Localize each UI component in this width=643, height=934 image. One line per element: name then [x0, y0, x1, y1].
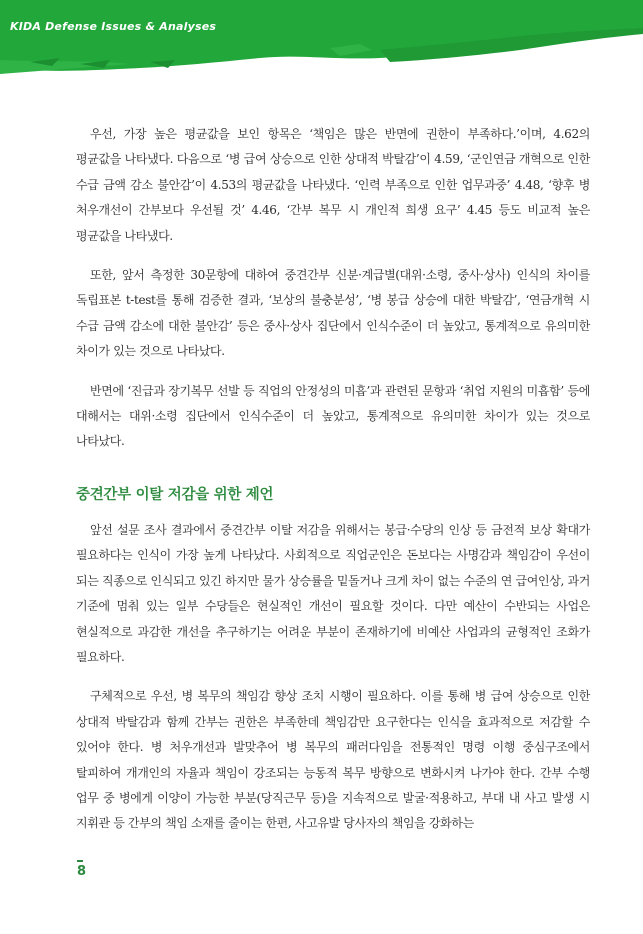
header-banner — [0, 0, 643, 80]
page-number: 8 — [77, 864, 87, 879]
section-paragraph-1: 앞선 설문 조사 결과에서 중견간부 이탈 저감을 위해서는 봉급·수당의 인상 등 금전적 보상 확대가 필요하다는 인식이 가장 높게 나타났다. 사회적으로 직업군인은 돈보다는 사명감과 책임감이 우선이 되는 직종으로 인식되고 있긴 하지만 물가 상승률을 밑돌거나 크게 차이 없는 수준의 연 급여인상, 과거 기준에 멈춰 있는 일부 수당들은 현실적인 개선이 필요할 것이다. 다만 예산이 수반되는 사업은 현실적으로 과감한 개선을 추구하기는 어려운 부분이 존재하기에 비예산 사업과의 균형적인 조화가 필요하다. — [76, 522, 590, 664]
body-paragraph-2: 또한, 앞서 측정한 30문항에 대하여 중견간부 신분·계급별(대위·소령, 중사·상사) 인식의 차이를 독립표본 t-test를 통해 검증한 결과, ‘보상의 불충분성’, ‘병 봉급 상승에 대한 박탈감’, ‘연금개혁 시 수급 금액 감소에 대한 불안감’ 등은 중사·상사 집단에서 인식수준이 더 높았고, 통계적으로 유의미한 차이가 있는 것으로 나타났다. — [76, 268, 590, 359]
publication-title: KIDA Defense Issues & Analyses — [10, 20, 217, 33]
section-heading: 중견간부 이탈 저감을 위한 제언 — [76, 486, 274, 503]
section-paragraph-2: 구체적으로 우선, 병 복무의 책임감 향상 조치 시행이 필요하다. 이를 통해 병 급여 상승으로 인한 상대적 박탈감과 함께 간부는 권한은 부족한데 책임감만 요구한다는 인식을 효과적으로 저감할 수 있어야 한다. 병 처우개선과 발맞추어 병 복무의 패러다임을 전통적인 명령 이행 중심구조에서 탈피하여 개개인의 자율과 책임이 강조되는 능동적 복무 방향으로 변화시켜 나가야 한다. 간부 수행 업무 중 병에게 이양이 가능한 부분(당직근무 등)을 지속적으로 발굴·적용하고, 부대 내 사고 발생 시 지휘관 등 간부의 책임 소재를 줄이는 한편, 사고유발 당사자의 책임을 강화하는 — [76, 689, 590, 831]
body-paragraph-1: 우선, 가장 높은 평균값을 보인 항목은 ‘책임은 많은 반면에 권한이 부족하다.’이며, 4.62의 평균값을 나타냈다. 다음으로 ‘병 급여 상승으로 인한 상대적 박탈감’이 4.59, ‘군인연금 개혁으로 인한 수급 금액 감소 불안감’이 4.53의 평균값을 나타냈다. ‘인력 부족으로 인한 업무과중’ 4.48, ‘향후 병 처우개선이 간부보다 우선될 것’ 4.46, ‘간부 복무 시 개인적 희생 요구’ 4.45 등도 비교적 높은 평균값을 나타냈다. — [76, 127, 590, 243]
main-content — [76, 122, 590, 851]
brush-stroke-banner — [0, 0, 643, 80]
page-number-marker — [77, 860, 83, 862]
body-paragraph-3: 반면에 ‘진급과 장기복무 선발 등 직업의 안정성의 미흡’과 관련된 문항과 ‘취업 지원의 미흡함’ 등에 대해서는 대위·소령 집단에서 인식수준이 더 높았고, 통계적으로 유의미한 차이가 있는 것으로 나타났다. — [76, 383, 590, 449]
